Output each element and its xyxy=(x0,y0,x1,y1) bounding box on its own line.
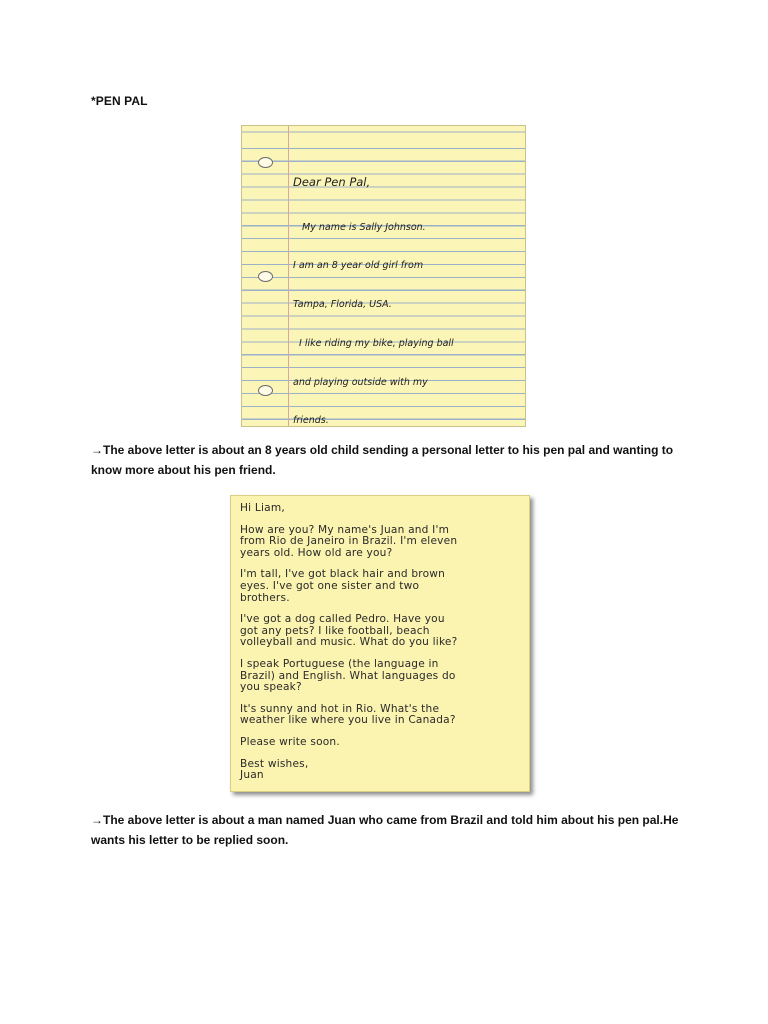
letter-line: friends. xyxy=(293,415,329,427)
description-paragraph-1 xyxy=(91,441,681,480)
arrow-icon: → xyxy=(91,443,103,457)
letter-paragraph: Please write soon. xyxy=(240,735,340,748)
description-paragraph-2 xyxy=(91,811,681,850)
binder-hole xyxy=(258,271,273,282)
letter-paragraph: It's sunny and hot in Rio. What's the weather like where you live in Canada? xyxy=(240,702,456,727)
letter-line: I like riding my bike, playing ball xyxy=(293,337,454,349)
arrow-icon: → xyxy=(91,813,103,827)
letter-line: Tampa, Florida, USA. xyxy=(293,299,392,311)
letter-paragraph: How are you? My name's Juan and I'm from Rio de Janeiro in Brazil. I'm eleven years old. How old are you? xyxy=(240,523,458,559)
letter-greeting: Hi Liam, xyxy=(240,502,285,514)
binder-hole xyxy=(258,385,273,396)
binder-hole xyxy=(258,157,273,168)
letter-paragraph: I speak Portuguese (the language in Brazil) and English. What languages do you speak? xyxy=(240,657,456,694)
letter-paragraph: I'm tall, I've got black hair and brown eyes. I've got one sister and two brothers. xyxy=(240,568,446,604)
letter-line: My name is Sally Johnson. xyxy=(293,221,426,233)
paragraph-text: The above letter is about a man named Juan who came from Brazil and told him about his pen pal.He wants his letter to be replied soon. xyxy=(91,813,679,847)
paragraph-text: The above letter is about an 8 years old child sending a personal letter to his pen pal and wanting to know more about his pen friend. xyxy=(91,443,674,477)
letter-line: I am an 8 year old girl from xyxy=(293,260,424,272)
letter-line: and playing outside with my xyxy=(293,376,428,388)
notebook-letter-text xyxy=(293,148,519,427)
page-heading: *PEN PAL xyxy=(91,94,148,108)
letter-closing: Best wishes, Juan xyxy=(240,757,309,782)
sticky-note-text xyxy=(240,503,521,792)
letter-greeting: Dear Pen Pal, xyxy=(293,174,371,189)
margin-line xyxy=(288,126,289,426)
sticky-note-letter-image xyxy=(230,495,530,792)
notebook-letter-image xyxy=(241,125,526,427)
letter-paragraph: I've got a dog called Pedro. Have you got any pets? I like football, beach volleyball and music. What do you like? xyxy=(240,613,458,649)
